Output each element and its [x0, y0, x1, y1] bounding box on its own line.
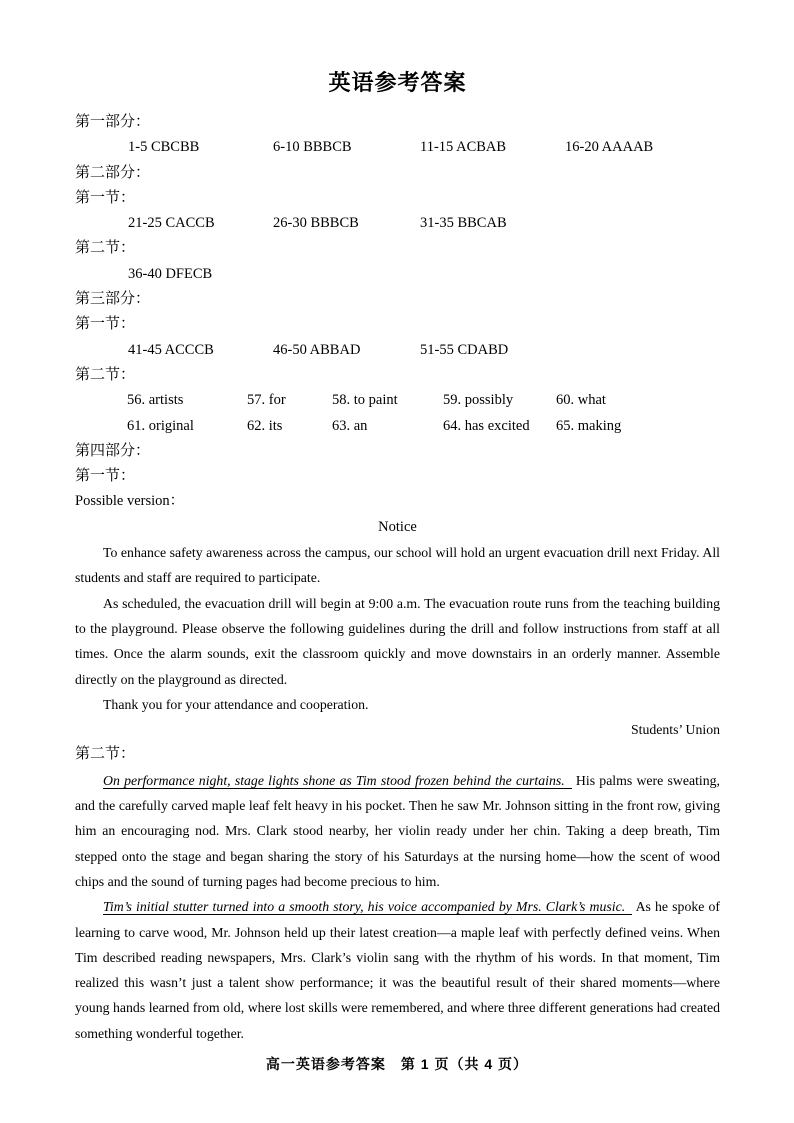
paragraph-body-text: His palms were sweating, and the carefully carved maple leaf felt heavy in his pocket. Then he saw Mr. Johnson sitting in the front row, giving him an encouraging nod. Mrs. Clark stood nearby, her violin ready under her chin. Taking a deep breath, Tim stepped onto the stage and began sharing the story of his Saturdays at the nursing home—how the scent of wood chips and the sound of turning pages had become precious to him.: [75, 772, 720, 889]
part2-section1-label: 第一节：: [75, 189, 136, 206]
notice-paragraph-3: Thank you for your attendance and cooperation.: [103, 696, 369, 712]
part2-section2-answers-row: [75, 262, 720, 287]
underlined-lead-sentence: On performance night, stage lights shone as Tim stood frozen behind the curtains.: [103, 773, 572, 789]
story-paragraph-1: [75, 768, 720, 894]
answer-item: 56. artists: [127, 392, 184, 409]
answer-group: 11-15 ACBAB: [420, 139, 507, 156]
continuation-section-label: 第二节：: [75, 746, 136, 763]
answer-group: 6-10 BBBCB: [273, 139, 352, 156]
answer-item: 60. what: [556, 392, 606, 409]
story-paragraph-2: [75, 894, 720, 1046]
answer-group: 31-35 BBCAB: [420, 215, 507, 232]
answer-group: 46-50 ABBAD: [273, 341, 361, 358]
answer-group: 1-5 CBCBB: [128, 139, 200, 156]
answer-group: 51-55 CDABD: [420, 341, 509, 358]
answer-item: 63. an: [332, 417, 368, 434]
part4-label: 第四部分：: [75, 442, 151, 459]
part3-section1-label: 第一节：: [75, 316, 136, 333]
notice-signature: Students’ Union: [630, 722, 720, 738]
notice-paragraph-1: To enhance safety awareness across the campus, our school will hold an urgent evacuation drill next Friday. All students and staff are required to participate.: [75, 545, 720, 586]
page-footer: 高一英语参考答案 第 1 页（共 4 页）: [265, 1056, 529, 1072]
part3-label: 第三部分：: [75, 291, 151, 308]
answer-item: 58. to paint: [332, 392, 398, 409]
answer-group: 21-25 CACCB: [128, 215, 215, 232]
answer-group: 16-20 AAAAB: [565, 139, 654, 156]
part2-section2-label: 第二节：: [75, 240, 136, 257]
answer-key-block: [75, 110, 720, 515]
answer-item: 65. making: [556, 417, 622, 434]
possible-version-label: Possible version：: [75, 493, 185, 510]
answer-group: 41-45 ACCCB: [128, 341, 214, 358]
answer-item: 64. has excited: [443, 417, 530, 434]
underlined-lead-sentence: Tim’s initial stutter turned into a smooth story, his voice accompanied by Mrs. Clark’s music.: [103, 899, 632, 915]
page-content: [75, 0, 720, 1046]
part1-label: 第一部分：: [75, 114, 151, 130]
part1-answers-row: [75, 135, 720, 160]
answer-item: 59. possibly: [443, 392, 514, 409]
notice-paragraph-2: As scheduled, the evacuation drill will begin at 9:00 a.m. The evacuation route runs from the teaching building to the playground. Please observe the following guidelines during the drill and follow instructions from staff at all times. Once the alarm sounds, exit the classroom quickly and move downstairs in an orderly manner. Assemble directly on the playground as directed.: [75, 595, 720, 687]
answer-group: 36-40 DFECB: [128, 265, 213, 282]
paragraph-body-text: As he spoke of learning to carve wood, Mr. Johnson held up their latest creation—a maple leaf with perfectly defined veins. When Tim described reading newspapers, Mrs. Clark’s violin sang with the rhythm of his words. In that moment, Tim realized this wasn’t just a talent show performance; it was the beautiful result of their shared moments—where young hands learned from old, where lost skills were remembered, and where three different generations had created something wonderful together.: [75, 899, 720, 1041]
notice-heading: Notice: [378, 518, 417, 535]
part2-section1-answers-row: [75, 211, 720, 236]
answer-item: 61. original: [127, 417, 194, 434]
answer-item: 62. its: [247, 417, 283, 434]
answer-item: 57. for: [247, 392, 286, 409]
page-title: 英语参考答案: [328, 70, 467, 95]
part4-section1-label: 第一节：: [75, 468, 136, 485]
part3-section2-answers-row-1: [75, 388, 720, 413]
part3-section1-answers-row: [75, 338, 720, 363]
part3-section2-label: 第二节：: [75, 366, 136, 383]
part3-section2-answers-row-2: [75, 414, 720, 439]
part2-label: 第二部分：: [75, 164, 151, 181]
answer-group: 26-30 BBBCB: [273, 215, 359, 232]
